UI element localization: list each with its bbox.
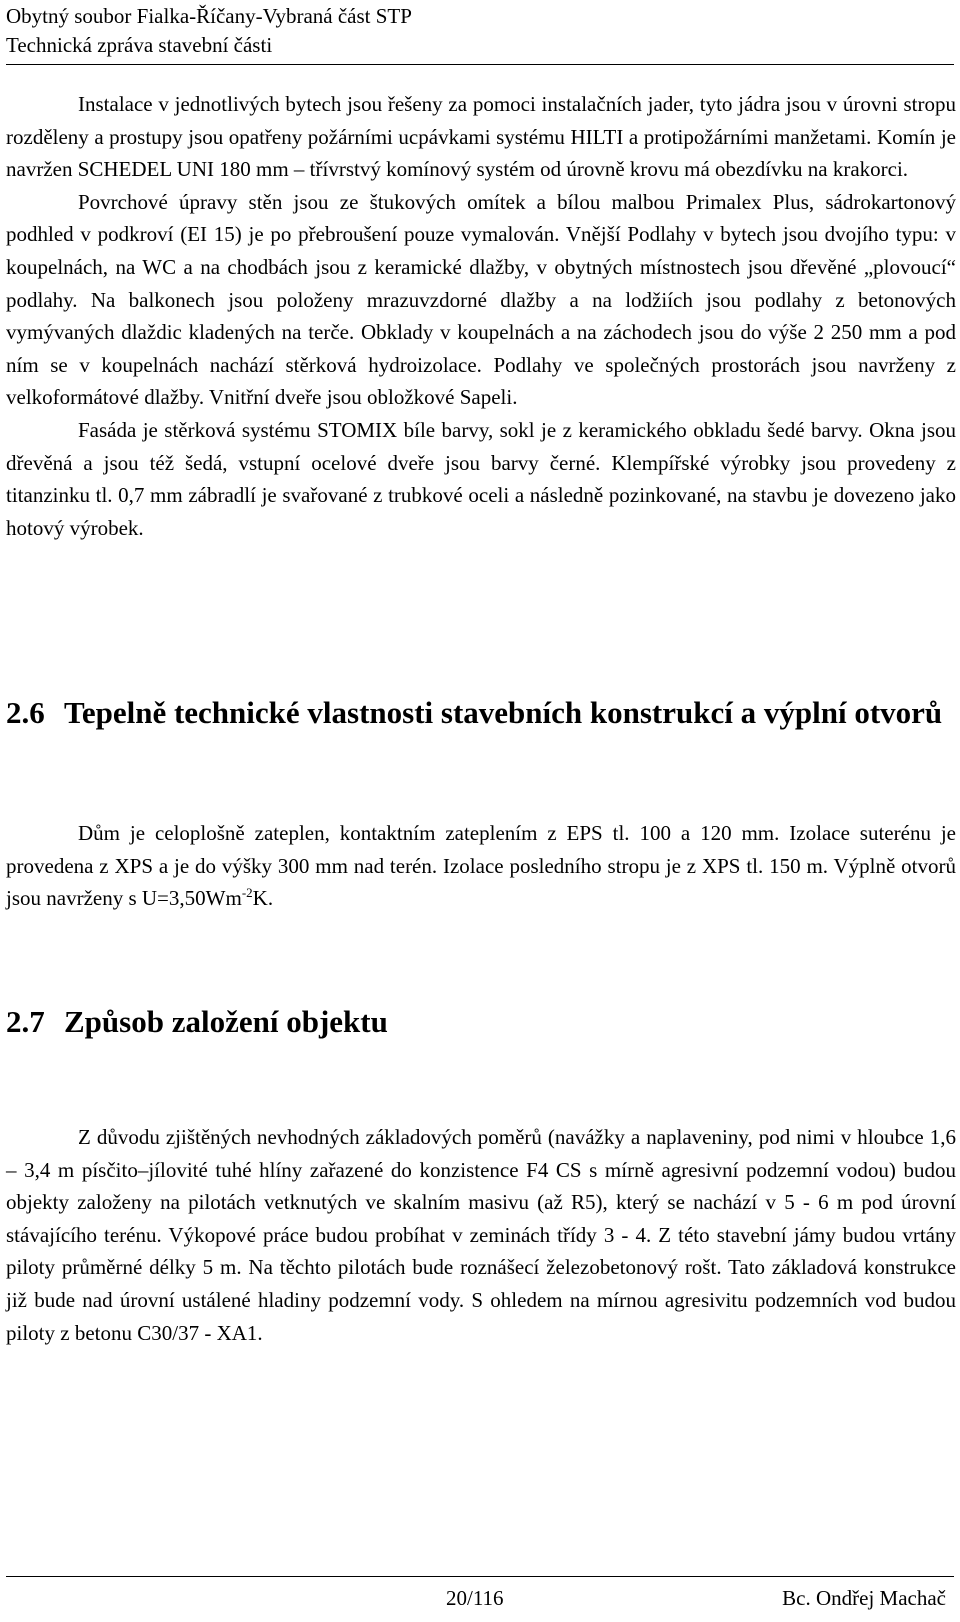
section-title: Způsob založení objektu xyxy=(64,1004,388,1039)
section-number: 2.7 xyxy=(6,1004,45,1039)
footer-rule xyxy=(6,1576,954,1577)
unit-exponent: -2 xyxy=(241,885,253,901)
paragraph-installations: Instalace v jednotlivých bytech jsou řešeny za pomoci instalačních jader, tyto jádra jsou v úrovni stropu rozděleny a prostupy jsou opatřeny požárními ucpávkami systému HILTI a protipožárními manžetami. Komín je navržen SCHEDEL UNI 180 mm – třívrstvý komínový systém od úrovně krovu má obezdívku na krakorci. xyxy=(6,92,956,182)
document-subtitle: Technická zpráva stavební části xyxy=(6,33,273,57)
section-number: 2.6 xyxy=(6,695,45,730)
document-title: Obytný soubor Fialka-Říčany-Vybraná část STP xyxy=(6,4,412,28)
page-header xyxy=(6,2,946,60)
paragraph-foundation: Z důvodu zjištěných nevhodných základových poměrů (navážky a naplaveniny, pod nimi v hloubce 1,6 – 3,4 m písčito–jílovité tuhé hlíny zařazené do konzistence F4 CS s mírně agresivní podzemní vodou) budou objekty založeny na pilotách vetknutých ve skalním masivu (až R5), který se nachází v 5 - 6 m pod úrovní stávajícího terénu. Výkopové práce budou probíhat v zeminách třídy 3 - 4. Z této stavební jámy budou vrtány piloty průměrné délky 5 m. Na těchto pilotách bude roznášecí železobetonový rošt. Tato základová konstrukce již bude nad úrovní ustálené hladiny podzemní vody. S ohledem na mírnou agresivitu podzemních vod budou piloty z betonu C30/37 - XA1. xyxy=(6,1125,956,1345)
section-2-6-text xyxy=(6,817,956,915)
thermal-unit: K. xyxy=(252,886,274,911)
section-heading-2-6 xyxy=(6,691,956,735)
page-number: 20/116 xyxy=(446,1586,504,1610)
section-2-7-text xyxy=(6,1121,956,1349)
author-name: Bc. Ondřej Machač xyxy=(782,1586,946,1610)
paragraph-surface-finishes: Povrchové úpravy stěn jsou ze štukových omítek a bílou malbou Primalex Plus, sádrokartonový podhled v podkroví (EI 15) je po přebroušení pouze vymalován. Vnější Podlahy v bytech jsou dvojího typu: v koupelnách, na WC a na chodbách jsou z keramické dlažby, v obytných místnostech jsou dřevěné „plovoucí“ podlahy. Na balkonech jsou položeny mrazuvzdorné dlažby a na lodžiích jsou podlahy z betonových vymývaných dlaždic kladených na terče. Obklady v koupelnách a na záchodech jsou do výše 2 250 mm a pod ním se v koupelnách nachází stěrková hydroizolace. Podlahy ve společných prostorách jsou navrženy z velkoformátové dlažby. Vnitřní dveře jsou obložkové Sapeli. xyxy=(6,189,956,410)
thermal-text: Dům je celoplošně zateplen, kontaktním zateplením z EPS tl. 100 a 120 mm. Izolace suterénu je provedena z XPS a je do výšky 300 mm nad terén. Izolace posledního stropu je z XPS tl. 150 m. Výplně otvorů jsou navrženy s U=3,50Wm xyxy=(6,821,956,911)
section-title: Tepelně technické vlastnosti stavebních konstrukcí a výplní otvorů xyxy=(64,695,943,730)
paragraph-facade: Fasáda je stěrková systému STOMIX bíle barvy, sokl je z keramického obkladu šedé barvy. Okna jsou dřevěná a jsou též šedá, vstupní ocelové dveře jsou barvy černé. Klempířské výrobky jsou provedeny z titanzinku tl. 0,7 mm zábradlí je svařované z trubkové oceli a následně pozinkované, na stavbu je dovezeno jako hotový výrobek. xyxy=(6,417,956,540)
section-heading-2-7 xyxy=(6,1000,956,1044)
paragraph-thermal xyxy=(6,817,956,915)
header-rule xyxy=(6,64,954,65)
intro-text xyxy=(6,88,956,544)
